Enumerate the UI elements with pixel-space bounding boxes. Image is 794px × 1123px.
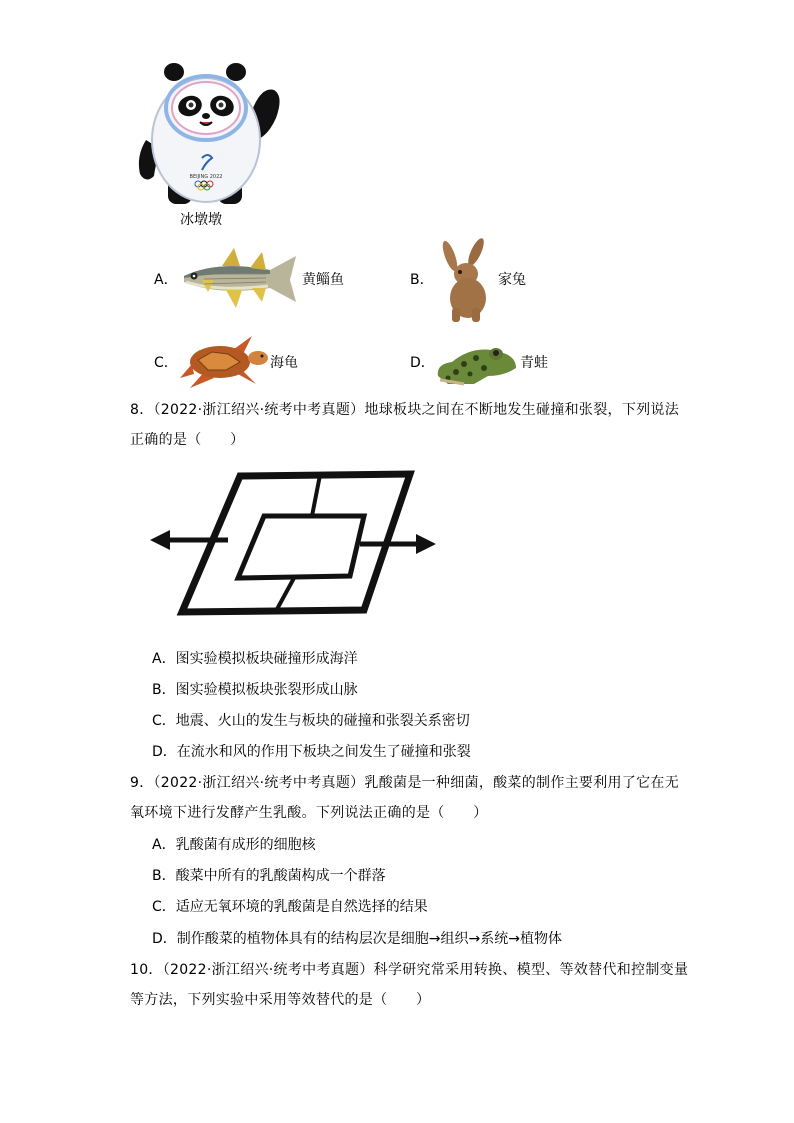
left-arrow-head bbox=[150, 530, 170, 550]
bing-dwen-dwen-image bbox=[132, 60, 284, 208]
q7-option-a-letter: A． bbox=[154, 272, 178, 288]
q9-option-c: C．适应无氧环境的乳酸菌是自然选择的结果 bbox=[152, 899, 428, 915]
q10-stem-line2: 等方法，下列实验中采用等效替代的是（ ） bbox=[130, 992, 431, 1008]
fish-image bbox=[178, 246, 302, 312]
q7-option-a-label: 黄鲻鱼 bbox=[302, 272, 344, 288]
q7-option-d-label: 青蛙 bbox=[520, 355, 548, 371]
q9-stem-line1: 9．（2022·浙江绍兴·统考中考真题）乳酸菌是一种细菌，酸菜的制作主要利用了它在无 bbox=[130, 775, 680, 791]
q7-option-b-letter: B． bbox=[410, 272, 434, 288]
q8-option-b: B．图实验模拟板块张裂形成山脉 bbox=[152, 682, 358, 698]
inner-rift-window bbox=[238, 516, 364, 578]
q10-stem-line1: 10．（2022·浙江绍兴·统考中考真题）科学研究常采用转换、模型、等效替代和控制变量 bbox=[130, 962, 689, 978]
q7-option-d-letter: D． bbox=[410, 355, 435, 371]
q7-option-c-letter: C． bbox=[154, 355, 178, 371]
rabbit-image bbox=[436, 238, 498, 322]
mascot-caption: 冰墩墩 bbox=[180, 212, 222, 228]
lower-split-line bbox=[276, 578, 294, 611]
q9-option-b: B．酸菜中所有的乳酸菌构成一个群落 bbox=[152, 868, 386, 884]
q8-stem-line1: 8．（2022·浙江绍兴·统考中考真题）地球板块之间在不断地发生碰撞和张裂，下列说法 bbox=[130, 402, 680, 418]
q8-option-a: A．图实验模拟板块碰撞形成海洋 bbox=[152, 651, 358, 667]
q9-option-d: D．制作酸菜的植物体具有的结构层次是细胞→组织→系统→植物体 bbox=[152, 931, 562, 947]
q8-option-c: C．地震、火山的发生与板块的碰撞和张裂关系密切 bbox=[152, 713, 470, 729]
right-arrow-head bbox=[416, 534, 436, 554]
q7-option-b-label: 家兔 bbox=[498, 272, 526, 288]
mascot-figure bbox=[132, 60, 284, 208]
q7-option-c-label: 海龟 bbox=[270, 355, 298, 371]
turtle-image bbox=[178, 334, 270, 390]
q9-stem-line2: 氧环境下进行发酵产生乳酸。下列说法正确的是（ ） bbox=[130, 805, 488, 821]
mascot-emblem-text: BEIJING 2022 bbox=[189, 174, 223, 180]
q9-option-a: A．乳酸菌有成形的细胞核 bbox=[152, 837, 316, 853]
frog-image bbox=[434, 336, 520, 386]
plate-model-diagram bbox=[148, 470, 440, 622]
q8-stem-line2: 正确的是（ ） bbox=[130, 432, 245, 448]
q8-option-d: D．在流水和风的作用下板块之间发生了碰撞和张裂 bbox=[152, 744, 471, 760]
upper-split-line bbox=[312, 475, 320, 516]
